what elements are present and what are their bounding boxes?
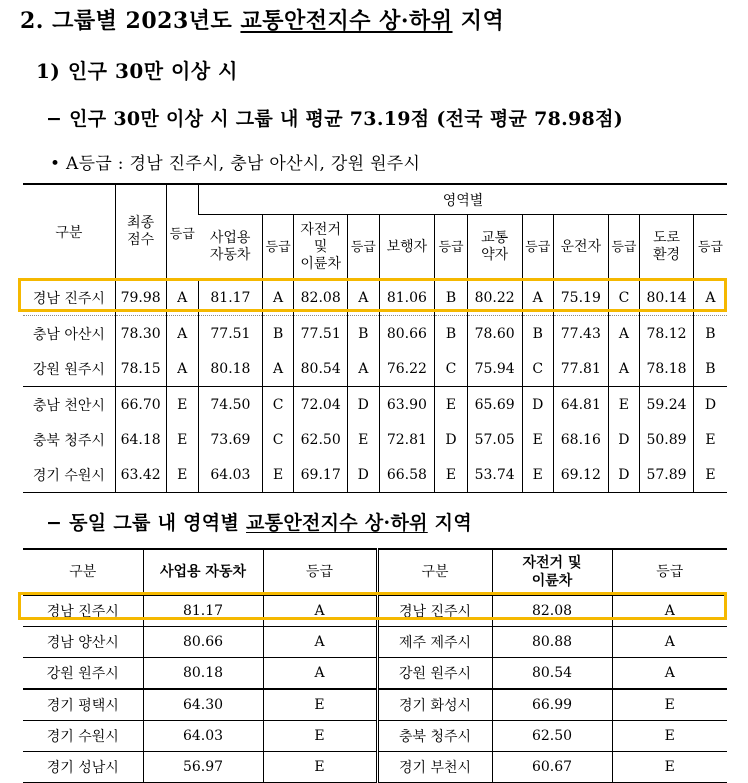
bicycle-score: 66.99: [492, 689, 612, 721]
bicycle-grade: A: [612, 658, 727, 690]
header-driver: 운전자: [553, 215, 608, 280]
header-pedestrian: 보행자: [379, 215, 435, 280]
city-name: 경기 수원시: [23, 721, 143, 752]
header-grade: 등급: [348, 215, 379, 280]
header-gubun: 구분: [23, 184, 115, 280]
driver-grade: D: [608, 457, 639, 493]
pedestrian-score: 66.58: [379, 457, 435, 493]
pedestrian-score: 81.06: [379, 280, 435, 316]
bicycle-score: 80.88: [492, 627, 612, 658]
final-score: 63.42: [115, 457, 166, 493]
bicycle-grade: D: [348, 457, 379, 493]
driver-grade: E: [608, 387, 639, 423]
vulnerable-grade: E: [522, 457, 553, 493]
bicycle-score: 72.04: [294, 387, 348, 423]
commercial-vehicle-grade: E: [263, 752, 377, 783]
final-score: 64.18: [115, 422, 166, 457]
commercial-vehicle-score: 77.51: [198, 316, 262, 352]
table-row: [23, 689, 727, 721]
bicycle-grade: B: [348, 316, 379, 352]
header-vulnerable: 교통 약자: [467, 215, 522, 280]
bicycle-grade: A: [612, 595, 727, 627]
commercial-vehicle-score: 74.50: [198, 387, 262, 423]
commercial-vehicle-score: 56.97: [143, 752, 263, 783]
grade-a-bullet-text: A등급 : 경남 진주시, 충남 아산시, 강원 원주시: [60, 154, 421, 174]
table-row: [23, 316, 727, 352]
bicycle-score: 82.08: [492, 595, 612, 627]
bicycle-score: 80.54: [294, 351, 348, 387]
header-commercial-vehicle: 사업용 자동차: [143, 549, 263, 595]
city-name: 충남 천안시: [23, 387, 115, 423]
commercial-vehicle-score: 81.17: [143, 595, 263, 627]
table-row: [23, 752, 727, 783]
area-heading-underlined: 교통안전지수 상·하위: [246, 512, 428, 534]
city-name: 경남 진주시: [23, 595, 143, 627]
commercial-vehicle-score: 64.03: [143, 721, 263, 752]
final-grade: E: [166, 422, 198, 457]
commercial-vehicle-score: 80.66: [143, 627, 263, 658]
pedestrian-grade: E: [435, 387, 467, 423]
group-average-heading: − 인구 30만 이상 시 그룹 내 평균 73.19점 (전국 평균 78.98점): [46, 108, 624, 130]
road-score: 59.24: [640, 387, 694, 423]
final-grade: E: [166, 387, 198, 423]
driver-grade: A: [608, 351, 639, 387]
bullet-dot-icon: •: [50, 154, 61, 174]
bicycle-grade: E: [612, 689, 727, 721]
city-name: 제주 제주시: [377, 627, 492, 658]
road-score: 50.89: [640, 422, 694, 457]
table-row: [23, 658, 727, 690]
header-bicycle-motorcycle: 자전거 및 이륜차: [294, 215, 348, 280]
header-road-environment: 도로 환경: [640, 215, 694, 280]
area-rank-table: [23, 548, 727, 783]
header-gubun: 구분: [23, 549, 143, 595]
header-final-score: 최종 점수: [115, 184, 166, 280]
header-grade: 등급: [608, 215, 639, 280]
bicycle-score: 62.50: [294, 422, 348, 457]
pedestrian-score: 80.66: [379, 316, 435, 352]
road-score: 57.89: [640, 457, 694, 493]
driver-score: 64.81: [553, 387, 608, 423]
header-grade: 등급: [612, 549, 727, 595]
road-score: 78.18: [640, 351, 694, 387]
city-name: 강원 원주시: [32, 361, 105, 378]
bicycle-grade: E: [612, 721, 727, 752]
bicycle-score: 60.67: [492, 752, 612, 783]
vulnerable-score: 65.69: [467, 387, 522, 423]
final-score: 66.70: [115, 387, 166, 423]
city-name: 경기 화성시: [377, 689, 492, 721]
section-title-prefix: 2. 그룹별 2023년도: [20, 8, 241, 34]
commercial-vehicle-grade: C: [262, 422, 293, 457]
commercial-vehicle-grade: E: [263, 721, 377, 752]
bicycle-grade: E: [612, 752, 727, 783]
city-name: 충북 청주시: [32, 432, 105, 449]
final-grade: A: [166, 316, 198, 352]
area-top-bottom-heading: [46, 508, 472, 535]
commercial-vehicle-grade: A: [263, 627, 377, 658]
commercial-vehicle-score: 64.30: [143, 689, 263, 721]
table-row: [23, 627, 727, 658]
final-score: 79.98: [115, 280, 166, 316]
city-name: 경기 성남시: [23, 752, 143, 783]
commercial-vehicle-score: 80.18: [198, 351, 262, 387]
driver-score: 68.16: [553, 422, 608, 457]
vulnerable-grade: C: [522, 351, 553, 387]
table-row: [23, 721, 727, 752]
header-grade: 등급: [263, 549, 377, 595]
pedestrian-grade: D: [435, 422, 467, 457]
vulnerable-grade: E: [522, 422, 553, 457]
header-commercial-vehicle: 사업용 자동차: [198, 215, 262, 280]
bicycle-score: 62.50: [492, 721, 612, 752]
vulnerable-score: 53.74: [467, 457, 522, 493]
header-grade: 등급: [693, 215, 727, 280]
pedestrian-score: 76.22: [379, 351, 435, 387]
bicycle-grade: E: [348, 422, 379, 457]
vulnerable-score: 80.22: [467, 280, 522, 316]
vulnerable-score: 57.05: [467, 422, 522, 457]
table-row: [23, 457, 727, 493]
grade-a-bullet: [50, 149, 420, 174]
commercial-vehicle-grade: A: [262, 280, 293, 316]
bicycle-score: 69.17: [294, 457, 348, 493]
section-title-underlined: 교통안전지수 상·하위: [240, 8, 453, 34]
vulnerable-grade: D: [522, 387, 553, 423]
final-score: 78.30: [115, 316, 166, 352]
driver-grade: C: [608, 280, 639, 316]
pedestrian-score: 72.81: [379, 422, 435, 457]
vulnerable-grade: A: [522, 280, 553, 316]
vulnerable-score: 78.60: [467, 316, 522, 352]
header-grade: 등급: [522, 215, 553, 280]
area-heading-prefix: − 동일 그룹 내 영역별: [46, 512, 247, 534]
commercial-vehicle-grade: A: [263, 595, 377, 627]
section-title-suffix: 지역: [452, 8, 505, 34]
header-grade: 등급: [435, 215, 467, 280]
pedestrian-grade: B: [435, 280, 467, 316]
city-name: 충남 아산시: [32, 326, 105, 343]
road-grade: B: [693, 351, 727, 387]
commercial-vehicle-grade: C: [262, 387, 293, 423]
city-name: 경기 부천시: [377, 752, 492, 783]
header-bicycle-motorcycle: 자전거 및 이륜차: [492, 549, 612, 595]
driver-score: 75.19: [553, 280, 608, 316]
road-grade: E: [693, 422, 727, 457]
bicycle-grade: A: [612, 627, 727, 658]
vulnerable-grade: B: [522, 316, 553, 352]
commercial-vehicle-grade: E: [263, 689, 377, 721]
table-row: [23, 595, 727, 627]
pedestrian-grade: C: [435, 351, 467, 387]
road-score: 78.12: [640, 316, 694, 352]
pedestrian-score: 63.90: [379, 387, 435, 423]
pedestrian-grade: B: [435, 316, 467, 352]
city-name: 경기 평택시: [23, 689, 143, 721]
header-area-group: 영역별: [198, 184, 727, 215]
commercial-vehicle-grade: E: [262, 457, 293, 493]
area-heading-suffix: 지역: [427, 512, 472, 534]
commercial-vehicle-score: 81.17: [198, 280, 262, 316]
section-title: [20, 4, 504, 35]
city-name: 충북 청주시: [377, 721, 492, 752]
driver-grade: D: [608, 422, 639, 457]
city-name: 경남 진주시: [377, 595, 492, 627]
city-name: 경기 수원시: [32, 467, 105, 484]
road-score: 80.14: [640, 280, 694, 316]
road-grade: D: [693, 387, 727, 423]
pedestrian-grade: E: [435, 457, 467, 493]
road-grade: A: [693, 280, 727, 316]
final-grade: A: [166, 351, 198, 387]
driver-score: 77.43: [553, 316, 608, 352]
driver-score: 77.81: [553, 351, 608, 387]
commercial-vehicle-score: 73.69: [198, 422, 262, 457]
final-grade: E: [166, 457, 198, 493]
table-row: [23, 422, 727, 457]
bicycle-score: 77.51: [294, 316, 348, 352]
final-score: 78.15: [115, 351, 166, 387]
commercial-vehicle-grade: A: [262, 351, 293, 387]
header-grade: 등급: [166, 184, 198, 280]
bicycle-grade: A: [348, 351, 379, 387]
city-name: 강원 원주시: [23, 658, 143, 690]
driver-score: 69.12: [553, 457, 608, 493]
subsection-title: 1) 인구 30만 이상 시: [36, 59, 238, 83]
header-gubun: 구분: [377, 549, 492, 595]
road-grade: B: [693, 316, 727, 352]
vulnerable-score: 75.94: [467, 351, 522, 387]
city-name: 경남 양산시: [23, 627, 143, 658]
bicycle-grade: A: [348, 280, 379, 316]
final-grade: A: [166, 280, 198, 316]
table-row: [23, 387, 727, 423]
table-row: [23, 351, 727, 387]
road-grade: E: [693, 457, 727, 493]
commercial-vehicle-grade: B: [262, 316, 293, 352]
header-grade: 등급: [262, 215, 293, 280]
score-table: [23, 183, 727, 493]
bicycle-score: 82.08: [294, 280, 348, 316]
commercial-vehicle-grade: A: [263, 658, 377, 690]
city-name: 강원 원주시: [377, 658, 492, 690]
bicycle-grade: D: [348, 387, 379, 423]
commercial-vehicle-score: 64.03: [198, 457, 262, 493]
driver-grade: A: [608, 316, 639, 352]
commercial-vehicle-score: 80.18: [143, 658, 263, 690]
city-name: 경남 진주시: [23, 280, 115, 316]
bicycle-score: 80.54: [492, 658, 612, 690]
table-row: [23, 280, 727, 316]
